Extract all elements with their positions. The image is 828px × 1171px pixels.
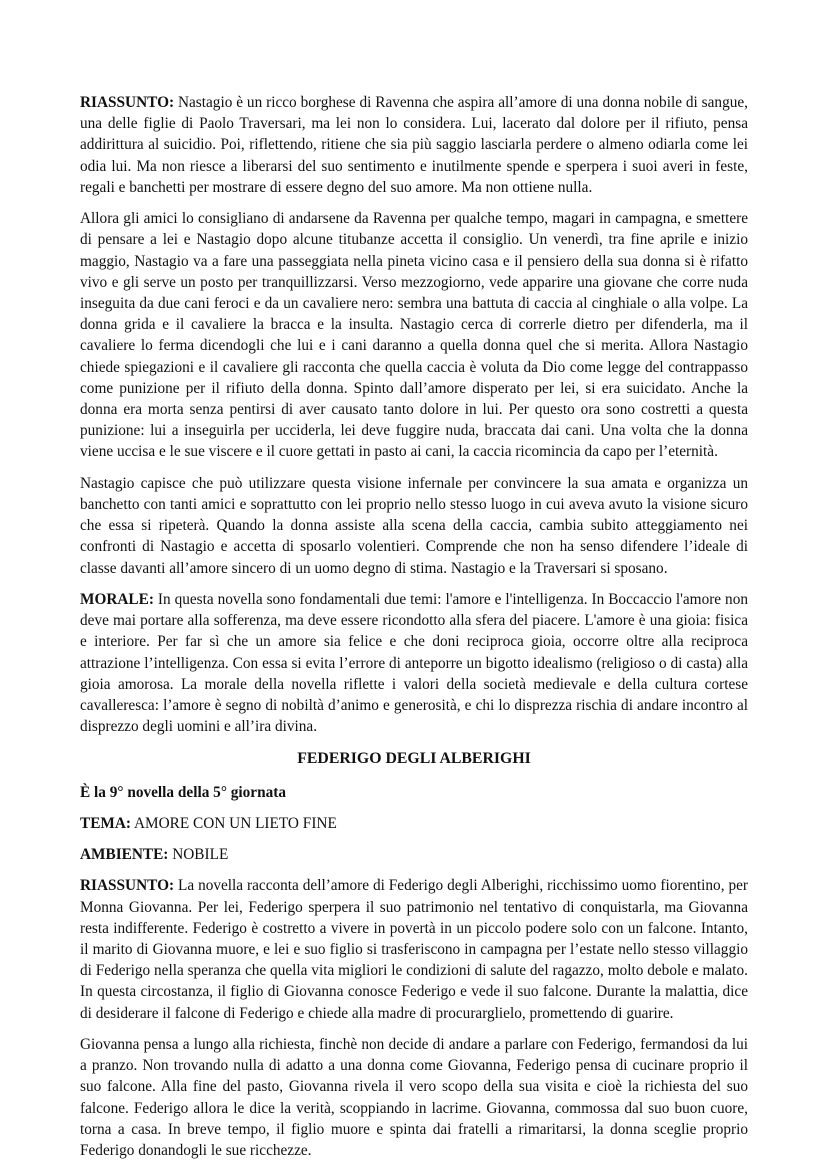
tema-label: TEMA: xyxy=(80,815,131,833)
riassunto-label: RIASSUNTO: xyxy=(80,94,175,111)
morale-text: In questa novella sono fondamentali due temi: l'amore e l'intelligenza. In Boccaccio l'amore non deve mai portare alla sofferenza, ma deve essere ricondotto alla sfera del piacere. L'amore è una gioia: fisica e interiore. Per far sì che un amore sia felice e che doni reciproca gioia, occorre oltre alla reciproca attrazione l’intelligenza. Con essa si evita l’errore di anteporre un bigotto idealismo (religioso o di casta) alla gioia amorosa. La morale della novella riflette i valori della società medievale e della cultura cortese cavalleresca: l’amore è segno di nobiltà d’animo e generosità, e chi lo disprezza rischia di andare incontro al disprezzo degli uomini e all’ira divina. xyxy=(80,591,748,736)
ambiente-line xyxy=(80,844,748,865)
ambiente-label: AMBIENTE: xyxy=(80,846,169,864)
riassunto-paragraph xyxy=(80,92,748,198)
novella-line xyxy=(80,782,748,803)
novella-text: È la 9° novella della 5° giornata xyxy=(80,783,287,801)
story-paragraph-2: Allora gli amici lo consigliano di andarsene da Ravenna per qualche tempo, magari in campagna, e smettere di pensare a lei e Nastagio dopo alcune titubanze accetta il consiglio. Un venerdì, tra fine aprile e inizio maggio, Nastagio va a fare una passeggiata nella pineta vicino casa e il pensiero della sua donna si è rifatto vivo e gli serve un posto per tranquillizzarsi. Verso mezzogiorno, vede apparire una giovane che corre nuda inseguita da due cani feroci e da un cavaliere nero: sembra una battuta di caccia al cinghiale o alla volpe. La donna grida e il cavaliere la bracca e la insulta. Nastagio cerca di correrle dietro per difenderla, ma il cavaliere lo ferma dicendogli che lui e i cani daranno a quella donna quel che si merita. Allora Nastagio chiede spiegazioni e il cavaliere gli racconta che quella caccia è voluta da Dio come legge del contrappasso come punizione per il rifiuto della donna. Spinto dall’amore disperato per lei, si era suicidato. Anche la donna era morta senza pentirsi di aver causato tanto dolore in lui. Per questo ora sono costretti a questa punizione: lui a inseguirla per ucciderla, lei deve fuggire nuda, braccata dai cani. Una volta che la donna viene uccisa e le sue viscere e il cuore gettati in pasto ai cani, la caccia ricomincia da capo per l’eternità. xyxy=(80,210,748,461)
morale-label: MORALE: xyxy=(80,591,154,609)
tema-line xyxy=(80,813,748,834)
riassunto-paragraph-2 xyxy=(80,875,748,1023)
section-heading: FEDERIGO DEGLI ALBERIGHI xyxy=(297,749,531,767)
story-paragraph-3: Nastagio capisce che può utilizzare questa visione infernale per convincere la sua amata e organizza un banchetto con tanti amici e soprattutto con lei proprio nello stesso luogo in cui aveva avuto la visione sicuro che essa si ripeterà. Quando la donna assiste alla scena della caccia, cambia subito atteggiamento nei confronti di Nastagio e accetta di sposarlo volentieri. Comprende che non ha senso difendere l’ideale di classe davanti all’amore sincero di un uomo degno di stima. Nastagio e la Traversari si sposano. xyxy=(80,474,748,577)
morale-paragraph xyxy=(80,589,748,737)
story-paragraph-last: Giovanna pensa a lungo alla richiesta, finchè non decide di andare a parlare con Federigo, fermandosi da lui a pranzo. Non trovando nulla di adatto a una donna come Giovanna, Federigo pensa di cucinare proprio il suo falcone. Alla fine del pasto, Giovanna rivela il vero scopo della sua visita e cioè la richiesta del suo falcone. Federigo allora le dice la verità, scoppiando in lacrime. Giovanna, commossa dal suo buon cuore, torna a casa. In breve tempo, il figlio muore e spinta dai fratelli a rimaritarsi, la donna sceglie proprio Federigo donandogli le sue ricchezze. xyxy=(80,1036,748,1160)
tema-value: AMORE CON UN LIETO FINE xyxy=(131,815,337,833)
riassunto-label-2: RIASSUNTO: xyxy=(80,877,175,895)
riassunto-text: Nastagio è un ricco borghese di Ravenna che aspira all’amore di una donna nobile di sangue, una delle figlie di Paolo Traversari, ma lei non lo considera. Lui, lacerato dal dolore per il rifiuto, pensa addirittura al suicidio. Poi, riflettendo, ritiene che sia più saggio lasciarla perdere o almeno odiarla come lei odia lui. Ma non riesce a liberarsi del suo sentimento e inutilmente spende e sperpera i suoi averi in feste, regali e banchetti per mostrare di essere degno del suo amore. Ma non ottiene nulla. xyxy=(80,94,748,196)
ambiente-value: NOBILE xyxy=(168,846,229,864)
riassunto-text-2: La novella racconta dell’amore di Federigo degli Alberighi, ricchissimo uomo fiorentino, per Monna Giovanna. Per lei, Federigo sperpera il suo patrimonio nel tentativo di conquistarla, ma Giovanna resta indifferente. Federigo è costretto a vivere in povertà in un piccolo podere solo con un falcone. Intanto, il marito di Giovanna muore, e lei e suo figlio si trasferiscono in campagna per l’estate nello stesso villaggio di Federigo nella speranza che quella vita migliori le condizioni di salute del ragazzo, molto debole e malato. In questa circostanza, il figlio di Giovanna conosce Federigo e vede il suo falcone. Durante la malattia, dice di desiderare il falcone di Federigo e chiede alla madre di procurarglielo, promettendo di guarire. xyxy=(80,877,748,1022)
